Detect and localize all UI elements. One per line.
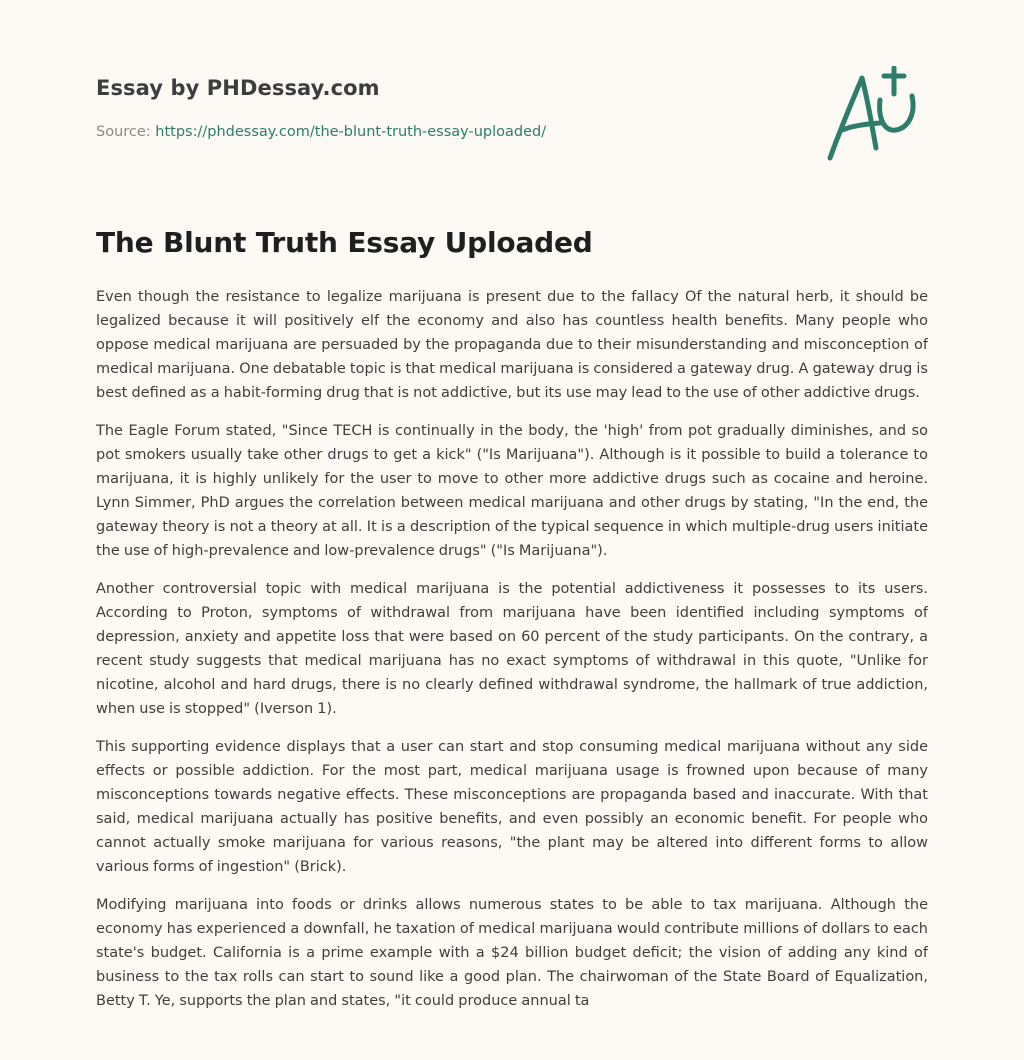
page-header — [96, 76, 928, 166]
essay-paragraph: The Eagle Forum stated, "Since TECH is continually in the body, the 'high' from pot gradually diminishes, and so pot smokers usually take other drugs to get a kick" ("Is Marijuana"). Although is it possible to build a tolerance to marijuana, it is highly unlikely for the user to move to other more addictive drugs such as cocaine and heroine. Lynn Simmer, PhD argues the correlation between medical marijuana and other drugs by stating, "In the end, the gateway theory is not a theory at all. It is a description of the typical sequence in which multiple-drug users initiate the use of high-prevalence and low-prevalence drugs" ("Is Marijuana"). — [96, 423, 928, 559]
a-plus-logo-icon — [820, 66, 930, 166]
source-label: Source: — [96, 124, 156, 140]
site-name: Essay by PHDessay.com — [96, 76, 380, 100]
essay-paragraph: Even though the resistance to legalize marijuana is present due to the fallacy Of the natural herb, it should be legalized because it will positively elf the economy and also has countless health benefits. Many people who oppose medical marijuana are persuaded by the propaganda due to their misunderstanding and misconception of medical marijuana. One debatable topic is that medical marijuana is considered a gateway drug. A gateway drug is best defined as a habit-forming drug that is not addictive, but its use may lead to the use of other addictive drugs. — [96, 289, 928, 401]
essay-paragraph: Another controversial topic with medical marijuana is the potential addictiveness it possesses to its users. According to Proton, symptoms of withdrawal from marijuana have been identified including symptoms of depression, anxiety and appetite loss that were based on 60 percent of the study participants. On the contrary, a recent study suggests that medical marijuana has no exact symptoms of withdrawal in this quote, "Unlike for nicotine, alcohol and hard drugs, there is no clearly defined withdrawal syndrome, the hallmark of true addiction, when use is stopped" (Iverson 1). — [96, 581, 928, 717]
essay-title: The Blunt Truth Essay Uploaded — [96, 226, 593, 259]
essay-paragraph: This supporting evidence displays that a user can start and stop consuming medical marijuana without any side effects or possible addiction. For the most part, medical marijuana usage is frowned upon because of many misconceptions towards negative effects. These misconceptions are propaganda based and inaccurate. With that said, medical marijuana actually has positive benefits, and even possibly an economic benefit. For people who cannot actually smoke marijuana for various reasons, "the plant may be altered into different forms to allow various forms of ingestion" (Brick). — [96, 739, 928, 875]
source-link[interactable]: https://phdessay.com/the-blunt-truth-essay-uploaded/ — [155, 124, 547, 140]
essay-paragraph: Modifying marijuana into foods or drinks allows numerous states to be able to tax marijuana. Although the economy has experienced a downfall, he taxation of medical marijuana would contribute millions of dollars to each state's budget. California is a prime example with a $24 billion budget deficit; the vision of adding any kind of business to the tax rolls can start to sound like a good plan. The chairwoman of the State Board of Equalization, Betty T. Ye, supports the plan and states, "it could produce annual ta — [96, 897, 928, 1009]
essay-body — [96, 285, 928, 1060]
source-line — [96, 124, 546, 140]
